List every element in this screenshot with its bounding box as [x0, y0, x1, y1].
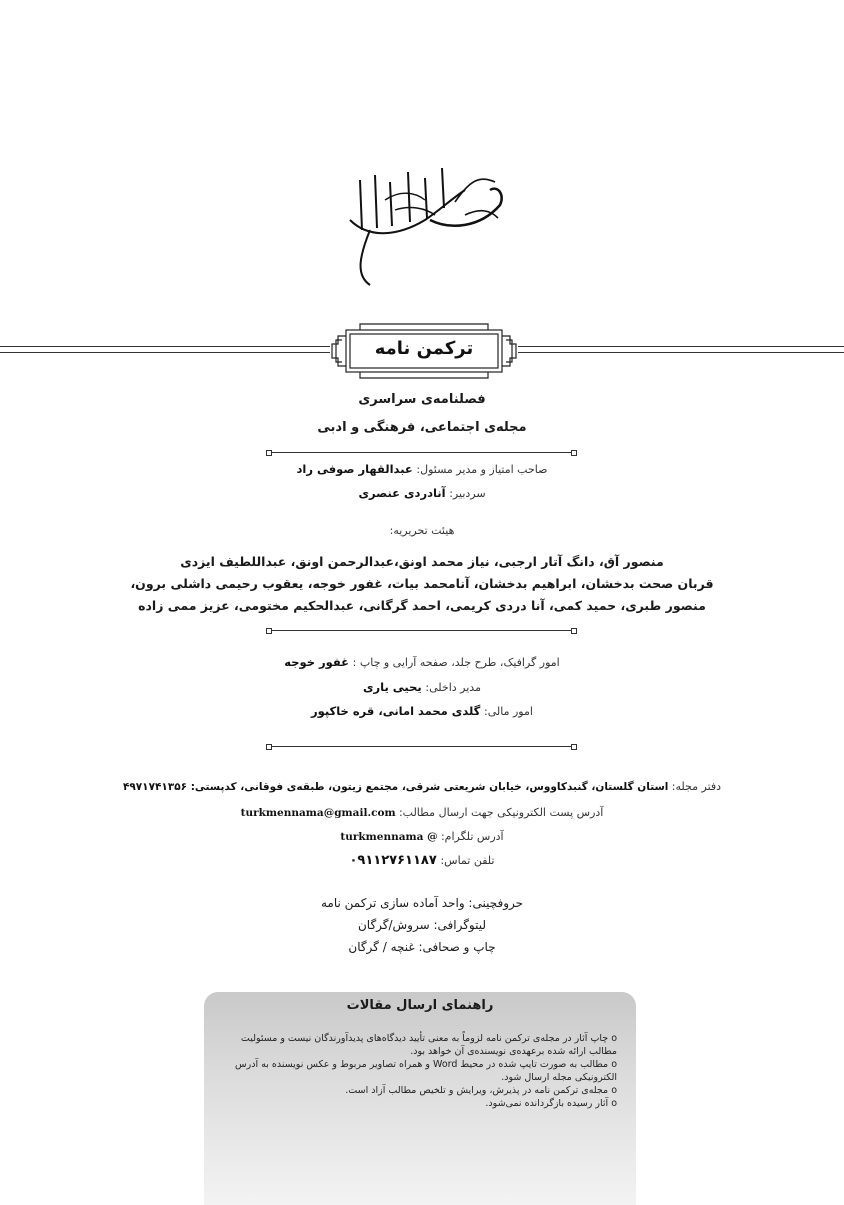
phone-line — [0, 853, 844, 868]
banner-line-left-2 — [0, 352, 330, 353]
printing-line: چاپ و صحافی: غنچه / گرگان — [348, 940, 496, 954]
office-label: دفتر مجله: — [671, 780, 722, 793]
magazine-logo-title: ترکمن نامه — [374, 338, 474, 359]
finance-label: امور مالی: — [484, 705, 533, 718]
guide-item: o مجله‌ی ترکمن نامه در پذیرش، ویرایش و تلخیص مطالب آزاد است. — [225, 1084, 617, 1097]
phone-number[interactable]: ۰۹۱۱۲۷۶۱۱۸۷ — [349, 853, 437, 868]
divider-3 — [270, 746, 573, 747]
telegram-line — [0, 830, 844, 843]
board-line-3: منصور طبری، حمید کمی، آنا دردی کریمی، احمد گرگانی، عبدالحکیم مختومی، عزیز ممی زاده — [138, 598, 706, 613]
board-heading: هیئت تحریریه: — [389, 524, 455, 537]
divider-2 — [270, 630, 573, 631]
office-address-line — [0, 780, 844, 793]
guide-item: o چاپ آثار در مجله‌ی ترکمن نامه لزوماً به معنی تأیید دیدگاه‌های پدیدآورندگان نیست و مسئولیت مطالب ارائه شده برعهده‌ی نویسنده‌ی آن خواهد بود. — [225, 1032, 617, 1058]
owner-line — [0, 462, 844, 476]
telegram-handle[interactable]: @ turkmennama — [340, 831, 438, 843]
graphic-line — [0, 655, 844, 669]
finance-line — [0, 704, 844, 718]
banner-line-right — [518, 346, 844, 347]
board-line-1: منصور آق، دانگ آتار ارجبی، نیاز محمد اونق،عبدالرحمن اونق، عبداللطیف ایزدی — [180, 554, 664, 569]
lithography-line: لیتوگرافی: سروش/گرگان — [357, 918, 487, 932]
banner-line-left — [0, 346, 330, 347]
email-address[interactable]: turkmennama@gmail.com — [240, 807, 396, 819]
typesetting-line: حروفچینی: واحد آماده سازی ترکمن نامه — [320, 896, 524, 910]
editor-line — [0, 486, 844, 500]
editor-name: آنادردی عنصری — [358, 486, 446, 500]
submission-guide-title: راهنمای ارسال مقالات — [346, 998, 494, 1013]
owner-name: عبدالقهار صوفی راد — [296, 462, 413, 476]
email-label: آدرس پست الکترونیکی جهت ارسال مطالب: — [398, 806, 604, 819]
email-line — [0, 806, 844, 819]
subtitle-magazine-type: مجله‌ی اجتماعی، فرهنگی و ادبی — [317, 420, 527, 435]
guide-item: o مطالب به صورت تایپ شده در محیط Word و همراه تصاویر مربوط و عکس نویسنده به آدرس الکترونیکی مجله ارسال شود. — [225, 1058, 617, 1084]
guide-item: o آثار رسیده بازگردانده نمی‌شود. — [225, 1097, 617, 1110]
internal-label: مدیر داخلی: — [425, 681, 481, 694]
submission-guide-list — [225, 1032, 617, 1110]
graphic-name: غفور خوجه — [284, 655, 350, 669]
finance-name: گلدی محمد امانی، قره خاکپور — [311, 704, 481, 718]
internal-manager-line — [0, 680, 844, 694]
basmala-calligraphy — [330, 160, 520, 290]
office-address: استان گلستان، گنبدکاووس، خیابان شریعتی شرقی، مجتمع زیتون، طبقه‌ی فوقانی، کدپستی: ۴۹۷۱۷۴۱۳۵۶ — [122, 781, 669, 793]
owner-label: صاحب امتیاز و مدیر مسئول: — [416, 463, 548, 476]
internal-name: یحیی یاری — [363, 680, 422, 694]
phone-label: تلفن تماس: — [440, 854, 495, 867]
editor-label: سردبیر: — [449, 487, 486, 500]
board-line-2: قربان صحت بدخشان، ابراهیم بدخشان، آنامحمد بیات، غفور خوجه، یعقوب رحیمی داشلی برون، — [130, 576, 714, 591]
telegram-label: آدرس تلگرام: — [440, 830, 504, 843]
subtitle-quarterly: فصلنامه‌ی سراسری — [358, 392, 486, 407]
graphic-label: امور گرافیک، طرح جلد، صفحه آرایی و چاپ : — [352, 656, 560, 669]
divider-1 — [270, 452, 573, 453]
banner-line-right-2 — [518, 352, 844, 353]
